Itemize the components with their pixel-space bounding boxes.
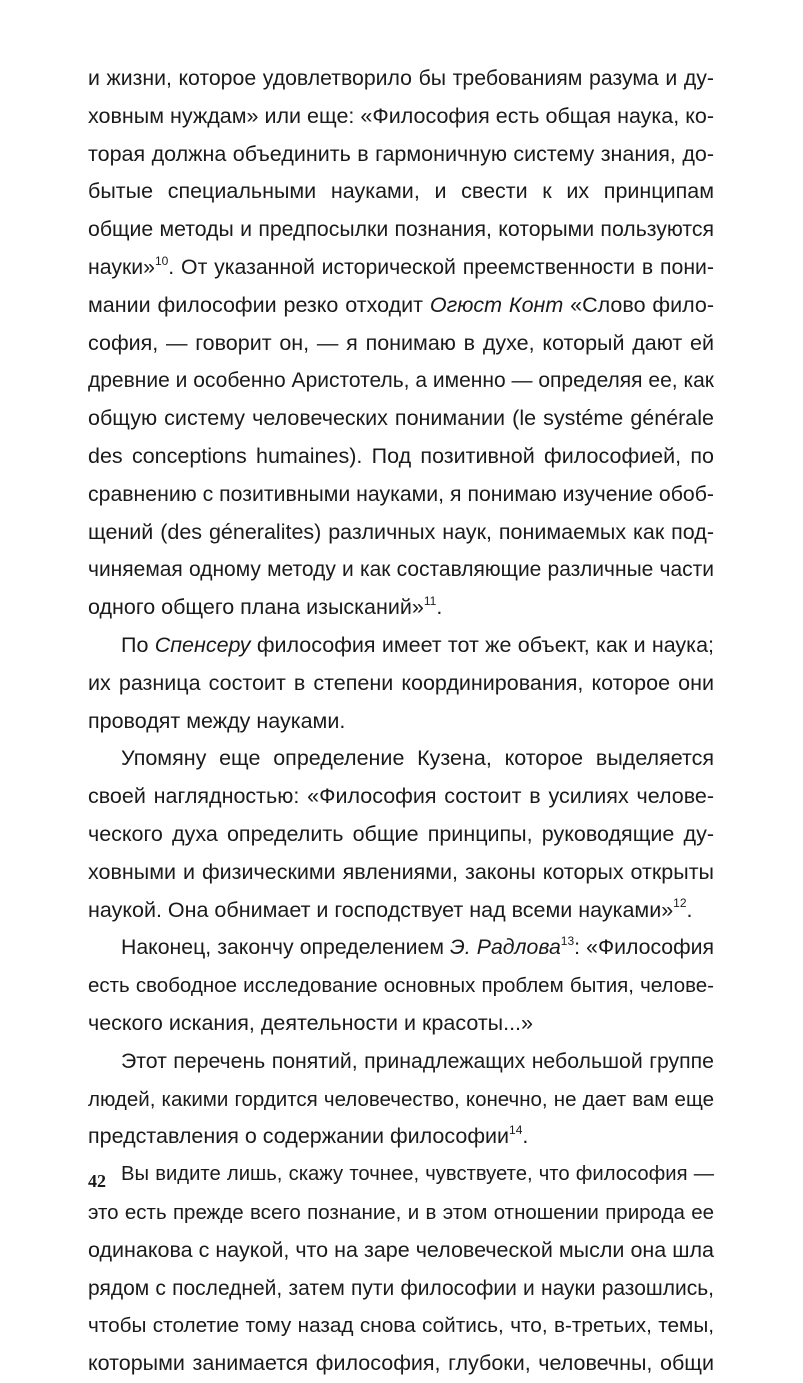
text-line <box>88 1081 714 1119</box>
text-segment: По <box>121 632 155 657</box>
text-segment: людей, какими гордится человечество, конечно, не дает вам еще <box>88 1087 714 1111</box>
footnote-reference: 13 <box>560 934 575 949</box>
text-line <box>88 1345 714 1383</box>
text-segment: бытые специальными науками, и свести к их принципам <box>88 179 714 204</box>
text-segment: представления о содержании философии <box>88 1124 510 1149</box>
italic-name: Огюст Конт <box>429 292 564 317</box>
text-line <box>88 362 714 400</box>
text-line <box>88 551 714 589</box>
text-segment: des conceptions humaines). Под позитивной философией, по <box>88 443 714 468</box>
text-segment: мании философии резко отходит <box>88 292 430 317</box>
text-segment: . <box>436 595 443 620</box>
text-segment: наукой. Она обнимает и господствует над всеми науками» <box>88 897 674 922</box>
text-segment: которыми занимается философия, глубоки, человечны, общи <box>88 1351 714 1376</box>
text-segment: общую систему человеческих понимании (le systéme générale <box>88 406 714 431</box>
text-segment: науки» <box>88 254 155 279</box>
text-segment: щений (des géneralites) различных наук, понимаемых как под- <box>88 519 714 544</box>
text-segment: софия, — говорит он, — я понимаю в духе, который дают ей <box>88 330 714 355</box>
text-line <box>88 1194 714 1232</box>
text-segment: чиняемая одному методу и как составляющие различные части <box>88 558 714 582</box>
text-line <box>88 665 714 703</box>
text-segment: Наконец, закончу определением <box>121 935 451 960</box>
paragraph-first-line <box>88 627 714 665</box>
text-line <box>88 476 714 514</box>
text-line <box>88 967 714 1005</box>
paragraph-first-line <box>88 740 714 778</box>
text-segment: рядом с последней, затем пути философии и науки разошлись, <box>88 1276 714 1300</box>
text-segment: Упомяну еще определение Кузена, которое выделяется <box>121 746 714 771</box>
text-line <box>88 98 714 136</box>
text-line <box>88 173 714 211</box>
text-segment: чтобы столетие тому назад снова сойтись, что, в-третьих, темы, <box>88 1314 714 1338</box>
text-line <box>88 892 714 930</box>
text-line <box>88 249 714 287</box>
text-line <box>88 589 714 627</box>
paragraph-first-line <box>88 1043 714 1081</box>
paragraph-first-line <box>88 1156 714 1194</box>
text-line <box>88 60 714 98</box>
text-line <box>88 854 714 892</box>
text-segment: ховным нуждам» или еще: «Философия есть общая наука, ко- <box>88 103 714 128</box>
text-line <box>88 703 714 741</box>
text-segment: торая должна объединить в гармоничную систему знания, до- <box>88 141 714 166</box>
text-segment: . От указанной исторической преемственности в пони- <box>168 254 714 279</box>
text-line <box>88 514 714 552</box>
text-line <box>88 1270 714 1308</box>
text-segment: Вы видите лишь, скажу точнее, чувствуете, что философия — <box>121 1163 714 1186</box>
text-line <box>88 136 714 174</box>
text-segment: . <box>686 897 693 922</box>
text-segment: . <box>522 1124 529 1149</box>
text-segment: общие методы и предпосылки познания, которыми пользуются <box>88 217 714 242</box>
text-segment: и жизни, которое удовлетворило бы требованиям разума и ду- <box>88 66 714 90</box>
page-number: 42 <box>88 1171 106 1191</box>
footnote-reference: 11 <box>423 594 437 608</box>
text-segment: «Слово фило- <box>563 292 714 317</box>
text-segment: сравнению с позитивными науками, я понимаю изучение обоб- <box>88 481 714 506</box>
text-segment: : «Философия <box>574 935 714 960</box>
italic-name: Спенсеру <box>154 632 251 657</box>
footnote-reference: 10 <box>154 253 169 268</box>
text-line <box>88 287 714 325</box>
text-line <box>88 1232 714 1270</box>
text-segment: ческого духа определить общие принципы, руководящие ду- <box>88 821 714 846</box>
text-line <box>88 325 714 363</box>
text-line <box>88 211 714 249</box>
text-segment: есть свободное исследование основных проблем бытия, челове- <box>88 974 714 998</box>
text-segment: Этот перечень понятий, принадлежащих небольшой группе <box>121 1048 714 1073</box>
italic-name: Э. Радлова <box>450 935 561 960</box>
paragraph-first-line <box>88 929 714 967</box>
text-segment: это есть прежде всего познание, и в этом отношении природа ее <box>88 1200 714 1224</box>
text-line <box>88 778 714 816</box>
footnote-reference: 14 <box>509 1123 523 1138</box>
footnote-reference: 12 <box>673 896 687 911</box>
text-segment: одного общего плана изысканий» <box>88 595 424 620</box>
text-segment: ховными и физическими явлениями, законы которых открыты <box>88 859 714 884</box>
text-segment: ческого искания, деятельности и красоты...» <box>88 1010 533 1035</box>
text-line <box>88 1005 714 1043</box>
text-segment: древние и особенно Аристотель, а именно — определяя ее, как <box>88 369 714 393</box>
text-line <box>88 816 714 854</box>
text-segment: проводят между науками. <box>88 708 346 733</box>
text-segment: своей наглядностью: «Философия состоит в усилиях челове- <box>88 784 714 809</box>
body-text <box>88 60 714 1383</box>
text-line <box>88 400 714 438</box>
text-segment: философия имеет тот же объект, как и наука; <box>250 632 714 657</box>
text-segment: их разница состоит в степени координирования, которое они <box>88 670 714 695</box>
text-line <box>88 438 714 476</box>
text-line <box>88 1307 714 1345</box>
text-segment: одинакова с наукой, что на заре человеческой мысли она шла <box>88 1237 714 1262</box>
text-line <box>88 1118 714 1156</box>
